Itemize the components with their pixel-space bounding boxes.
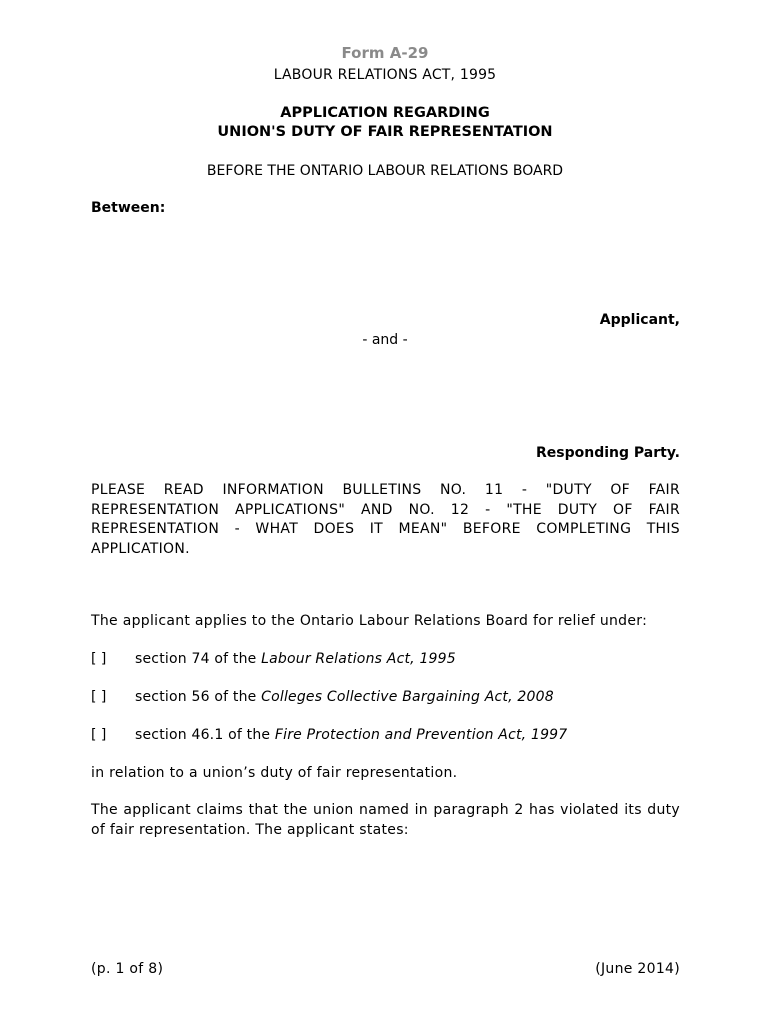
section-56-checkbox[interactable]: [ ] — [91, 689, 107, 705]
option-prefix: section 46.1 of the — [135, 727, 275, 743]
form-number: Form A-29 — [341, 44, 429, 62]
board-heading: BEFORE THE ONTARIO LABOUR RELATIONS BOARD — [206, 163, 564, 179]
relief-intro: The applicant applies to the Ontario Labour Relations Board for relief under: — [91, 613, 648, 629]
page-number: (p. 1 of 8) — [91, 961, 164, 977]
claims-statement: The applicant claims that the union named in paragraph 2 has violated its duty of fair representation. The applicant states: — [91, 802, 680, 838]
section-46-1-option — [135, 727, 567, 743]
relation-statement: in relation to a union’s duty of fair representation. — [91, 765, 458, 781]
section-74-checkbox[interactable]: [ ] — [91, 651, 107, 667]
option-prefix: section 74 of the — [135, 651, 262, 667]
applicant-label: Applicant, — [599, 312, 680, 328]
responding-party-label: Responding Party. — [536, 445, 680, 461]
application-title-line-1: APPLICATION REGARDING — [280, 105, 490, 121]
section-56-option — [135, 689, 554, 705]
section-74-option — [135, 651, 456, 667]
between-label: Between: — [91, 200, 166, 216]
option-prefix: section 56 of the — [135, 689, 262, 705]
and-separator: - and - — [362, 332, 408, 348]
application-title-line-2: UNION'S DUTY OF FAIR REPRESENTATION — [217, 124, 553, 140]
act-name: Labour Relations Act, 1995 — [261, 651, 456, 667]
revision-date: (June 2014) — [595, 961, 680, 977]
act-name: Colleges Collective Bargaining Act, 2008 — [261, 689, 554, 705]
act-title: LABOUR RELATIONS ACT, 1995 — [273, 67, 497, 83]
section-46-1-checkbox[interactable]: [ ] — [91, 727, 107, 743]
act-name: Fire Protection and Prevention Act, 1997 — [274, 727, 568, 743]
information-bulletin-notice: PLEASE READ INFORMATION BULLETINS NO. 11 - "DUTY OF FAIR REPRESENTATION APPLICATIONS" AND NO. 12 - "THE DUTY OF FAIR REPRESENTATION - WHAT DOES IT MEAN" BEFORE COMPLETING THIS APPLICATION. — [91, 482, 680, 557]
